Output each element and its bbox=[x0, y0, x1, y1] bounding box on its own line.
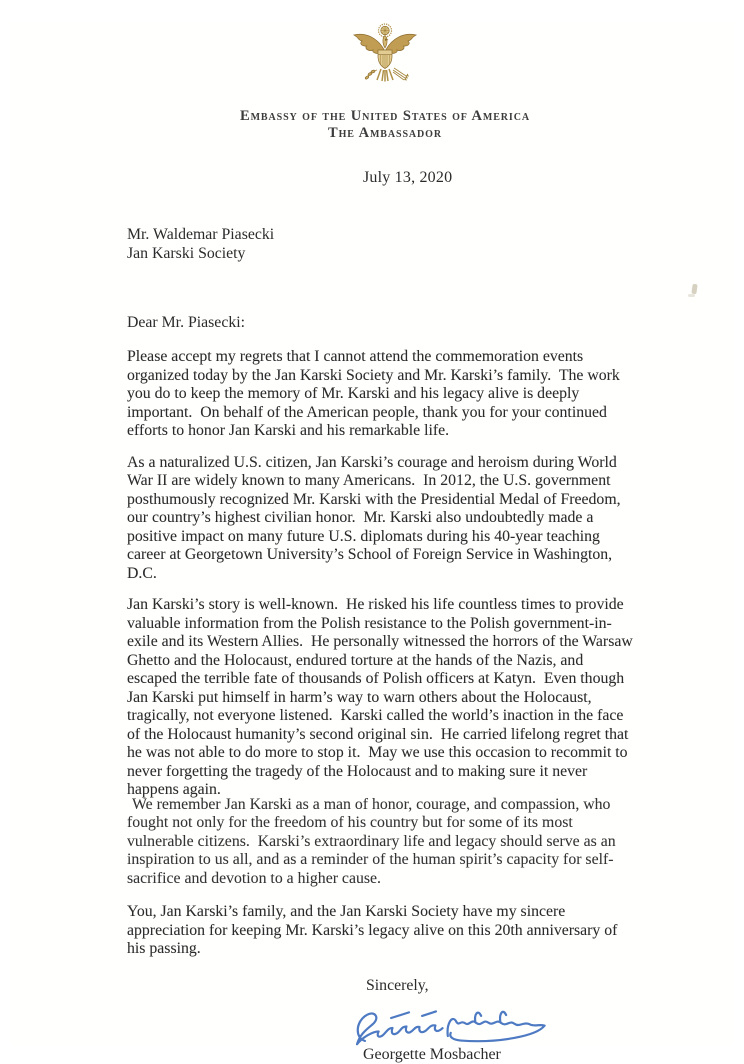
body-paragraph: You, Jan Karski’s family, and the Jan Karski Society have my sincere appreciation for keeping Mr. Karski’s legacy alive on this 20th anniversary of his passing. bbox=[127, 903, 622, 957]
letterhead-title: The Ambassador bbox=[328, 125, 442, 141]
body-paragraph: Jan Karski’s story is well-known. He risked his life countless times to provide valuable information from the Polish resistance to the Polish government-in-exile and its Western Allies. He personally witnessed the horrors of the Warsaw Ghetto and the Holocaust, endured torture at the hands of the Nazis, and escaped the terrible fate of thousands of Polish officers at Katyn. Even though Jan Karski put himself in harm’s way to warn others about the Holocaust, tragically, not everyone listened. Karski called the world’s inaction in the face of the Holocaust humanity’s second original sin. He carried lifelong regret that he was not able to do more to stop it. May we use this occasion to recommit to never forgetting the tragedy of the Holocaust and to making sure it never happens again. bbox=[127, 596, 637, 798]
body-paragraph: We remember Jan Karski as a man of honor, courage, and compassion, who fought not only for the freedom of his country but for some of its most vulnerable citizens. Karski’s extraordinary life and legacy should serve as an inspiration to us all, and as a reminder of the human spirit’s capacity for self-sacrifice and devotion to a higher cause. bbox=[127, 795, 620, 887]
recipient-org: Jan Karski Society bbox=[127, 244, 246, 262]
typed-signer-name: Georgette Mosbacher bbox=[363, 1045, 501, 1063]
recipient-name: Mr. Waldemar Piasecki bbox=[127, 226, 275, 243]
scan-artifact bbox=[691, 284, 697, 295]
letterhead-org-name: Embassy of the United States of America bbox=[240, 108, 530, 124]
recipient-block bbox=[127, 226, 734, 263]
letter-body bbox=[127, 348, 637, 959]
letter-page bbox=[10, 22, 734, 1063]
salutation: Dear Mr. Piasecki: bbox=[127, 314, 246, 331]
great-seal-eagle-icon bbox=[350, 22, 420, 102]
body-paragraph: As a naturalized U.S. citizen, Jan Karski’s courage and heroism during World War II are widely known to many Americans. In 2012, the U.S. government posthumously recognized Mr. Karski with the Presidential Medal of Freedom, our country’s highest civilian honor. Mr. Karski also undoubtedly made a positive impact on many future U.S. diplomats during his 40-year teaching career at Georgetown University’s School of Foreign Service in Washington, D.C. bbox=[127, 453, 625, 582]
letter-date: July 13, 2020 bbox=[363, 169, 453, 186]
handwritten-signature bbox=[345, 998, 552, 1055]
body-paragraph: Please accept my regrets that I cannot attend the commemoration events organized today by the Jan Karski Society and Mr. Karski’s family. The work you do to keep the memory of Mr. Karski and his legacy alive is deeply important. On behalf of the American people, thank you for your continued efforts to honor Jan Karski and his remarkable life. bbox=[127, 348, 624, 439]
valediction: Sincerely, bbox=[366, 976, 429, 994]
scan-artifact bbox=[688, 294, 695, 297]
